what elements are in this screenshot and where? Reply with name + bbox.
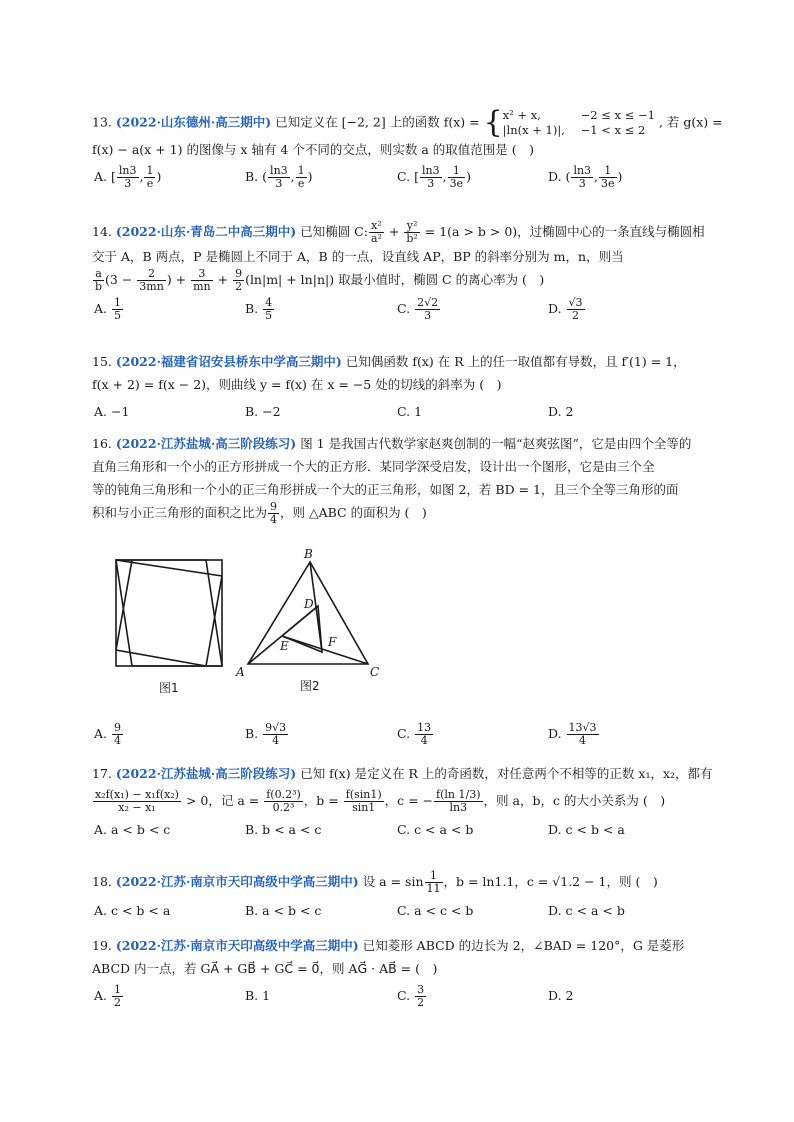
point-label-d: D xyxy=(304,597,314,611)
problem-15: 15. (2022·福建省诏安县桥东中学高三期中) 已知偶函数 f(x) 在 R 上的任一取值都有导数，且 f′(1) = 1， f(x + 2) = f(x − 2)，则曲线 y = f(x) 在 x = −5 处的切线的斜率为 ( ) A. −1 B. −2 C. 1 D. 2 xyxy=(92,350,718,426)
problem-15-source: (2022·福建省诏安县桥东中学高三期中) xyxy=(115,354,342,369)
option-d[interactable]: D. 2 xyxy=(548,404,574,419)
problem-14-source: (2022·山东·青岛二中高三期中) xyxy=(115,224,297,239)
figure-2-caption: 图2 xyxy=(300,679,320,693)
point-label-e: E xyxy=(280,639,289,653)
option-d[interactable]: D. c < b < a xyxy=(548,822,625,837)
option-a[interactable]: A. $\frac{1}{5}$ xyxy=(94,296,121,322)
problem-16-options xyxy=(92,722,718,748)
option-d[interactable]: D. ( $\frac{\ln 3}{3}$ , $\frac{1}{3e}$ ) xyxy=(548,164,623,190)
option-c[interactable]: C. $\frac{3}{2}$ xyxy=(397,983,425,1009)
point-label-a: A xyxy=(236,665,245,679)
option-b[interactable]: B. ( $\frac{\ln 3}{3}$ , $\frac{1}{e}$ ) xyxy=(245,164,313,190)
problem-13: 13. (2022·山东德州·高三期中) 已知定义在 [−2, 2] 上的函数 f(x) = { x² + x, −2 ≤ x ≤ −1 |ln(x + 1)|, −1 < x ≤ 2 , 若 g(x) = f(x) − a(x + 1) 的图像与 x 轴有 4 个不同的交点，则实数 a 的取值范围是 ( ) A. [ $\frac{\ln 3}{3}$ , $\frac{1}{e}$ ) B. ( $\frac{\ln 3}{3}$ , $\frac{1}{e}$ ) C. [ $\frac{\ln 3}{3}$ , $\frac{1}{3e}$ ) D. ( $\frac{\ln 3}{3}$ , $\frac{1}{3e}$ ) xyxy=(92,105,723,190)
problem-13-line-1: 13. (2022·山东德州·高三期中) 已知定义在 [−2, 2] 上的函数 f(x) = { x² + x, −2 ≤ x ≤ −1 |ln(x + 1)|, −1 < x ≤ 2 , 若 g(x) = xyxy=(92,105,723,140)
option-b[interactable]: B. $\frac{4}{5}$ xyxy=(245,296,273,322)
problem-16-options-block xyxy=(92,718,718,748)
point-label-b: B xyxy=(304,547,313,561)
option-d[interactable]: D. c < a < b xyxy=(548,903,625,918)
problem-19-source: (2022·江苏·南京市天印高级中学高三期中) xyxy=(115,938,359,953)
option-c[interactable]: C. $\frac{2√2}{3}$ xyxy=(397,296,439,322)
option-a[interactable]: A. [ $\frac{\ln 3}{3}$ , $\frac{1}{e}$ ) xyxy=(94,164,162,190)
option-b[interactable]: B. a < b < c xyxy=(245,903,322,918)
option-a[interactable]: A. −1 xyxy=(94,404,130,419)
problem-13-source: (2022·山东德州·高三期中) xyxy=(115,114,272,130)
option-c[interactable]: C. $\frac{13}{4}$ xyxy=(397,721,432,747)
option-d[interactable]: D. $\frac{√3}{2}$ xyxy=(548,296,583,322)
problem-18: 18. (2022·江苏·南京市天印高级中学高三期中) 设 a = sin $\frac{1}{11}$ ，b = ln1.1，c = √1.2 − 1，则 ( ) A. c < b < a B. a < b < c C. a < c < b D. c < a < b xyxy=(92,870,718,925)
problem-14-expression: $\frac{a}{b}$ (3 − $\frac{2}{3mn}$ ) + $\frac{3}{mn}$ + $\frac{9}{2}$ (ln|m| + ln|n|) 取最小值时，椭圆 C 的离心率为 ( ) xyxy=(95,267,545,293)
problem-19-options xyxy=(92,984,718,1010)
piecewise-definition: { x² + x, −2 ≤ x ≤ −1 |ln(x + 1)|, −1 < x ≤ 2 xyxy=(483,105,655,140)
option-b[interactable]: B. 1 xyxy=(245,988,271,1003)
option-d[interactable]: D. 2 xyxy=(548,988,574,1003)
problem-18-source: (2022·江苏·南京市天印高级中学高三期中) xyxy=(115,874,359,889)
option-a[interactable]: A. a < b < c xyxy=(94,822,171,837)
point-label-c: C xyxy=(370,665,380,679)
option-c[interactable]: C. a < c < b xyxy=(397,903,474,918)
option-b[interactable]: B. −2 xyxy=(245,404,281,419)
problem-16: 16. (2022·江苏盐城·高三阶段练习) 图 1 是我国古代数学家赵爽创制的一幅“赵爽弦图”，它是由四个全等的 直角三角形和一个小的正方形拼成一个大的正方形．某同学深受启发，设计出一个图形，它是由三个全 等的钝角三角形和一个小的正三角形拼成一个大的正三角形，如图 2，若 BD = 1，且三个全等三角形的面 积和与小正三角形的面积之比为 $\frac{9}{4}$ ，则 △ABC 的面积为 ( ) xyxy=(92,436,692,526)
problem-14: 14. (2022·山东·青岛二中高三期中) 已知椭圆 C: $\frac{\text{x²}}{\text{a²}}$ + $\frac{\text{y²}}{\text{b²}}$ = 1(a > b > 0)，过椭圆中心的一条直线与椭圆相 交于 A，B 两点，P 是椭圆上不同于 A，B 的一点，设直线 AP，BP 的斜率分别为 m，n，则当 $\frac{a}{b}$ (3 − $\frac{2}{3mn}$ ) + $\frac{3}{mn}$ + $\frac{9}{2}$ (ln|m| + ln|n|) 取最小值时，椭圆 C 的离心率为 ( ) A. $\frac{1}{5}$ B. $\frac{4}{5}$ C. $\frac{2√2}{3}$ D. $\frac{√3}{2}$ xyxy=(92,220,718,323)
point-label-f: F xyxy=(328,635,337,649)
option-a[interactable]: A. $\frac{9}{4}$ xyxy=(94,721,121,747)
option-b[interactable]: B. b < a < c xyxy=(245,822,322,837)
problem-19: 19. (2022·江苏·南京市天印高级中学高三期中) 已知菱形 ABCD 的边长为 2，∠BAD = 120°，G 是菱形 ABCD 内一点，若 GA⃗ + GB⃗ + GC⃗ = 0⃗，则 AG⃗ · AB⃗ = ( ) A. $\frac{1}{2}$ B. 1 C. $\frac{3}{2}$ D. 2 xyxy=(92,934,718,1010)
problem-17: 17. (2022·江苏盐城·高三阶段练习) 已知 f(x) 是定义在 R 上的奇函数，对任意两个不相等的正数 x₁，x₂，都有 $\frac{\text{x₂f(x₁) − x₁f(x₂)}}{\text{x₂ − x₁}}$ > 0，记 a = $\frac{\text{f(0.2³)}}{\text{0.2³}}$ ，b = $\frac{f(\sin 1)}{\sin 1}$ ，c = − $\frac{f(\ln 1/3)}{\ln 3}$ ，则 a，b，c 的大小关系为 ( ) A. a < b < c B. b < a < c C. c < a < b D. c < b < a xyxy=(92,762,718,844)
option-c[interactable]: C. [ $\frac{\ln 3}{3}$ , $\frac{1}{3e}$ ) xyxy=(397,164,471,190)
option-a[interactable]: A. $\frac{1}{2}$ xyxy=(94,983,121,1009)
figure-1-caption: 图1 xyxy=(159,681,179,695)
option-a[interactable]: A. c < b < a xyxy=(94,903,171,918)
problem-18-options xyxy=(92,899,718,925)
option-c[interactable]: C. c < a < b xyxy=(397,822,474,837)
problem-16-source: (2022·江苏盐城·高三阶段练习) xyxy=(115,436,297,451)
problem-17-options xyxy=(92,818,718,844)
option-d[interactable]: D. $\frac{13√3}{4}$ xyxy=(548,721,597,747)
option-c[interactable]: C. 1 xyxy=(397,404,423,419)
option-b[interactable]: B. $\frac{9√3}{4}$ xyxy=(245,721,287,747)
figure-1-zhao-shuang-diagram xyxy=(116,560,222,666)
problem-17-source: (2022·江苏盐城·高三阶段练习) xyxy=(115,766,297,781)
figure-2-equilateral-triangle xyxy=(248,562,368,664)
